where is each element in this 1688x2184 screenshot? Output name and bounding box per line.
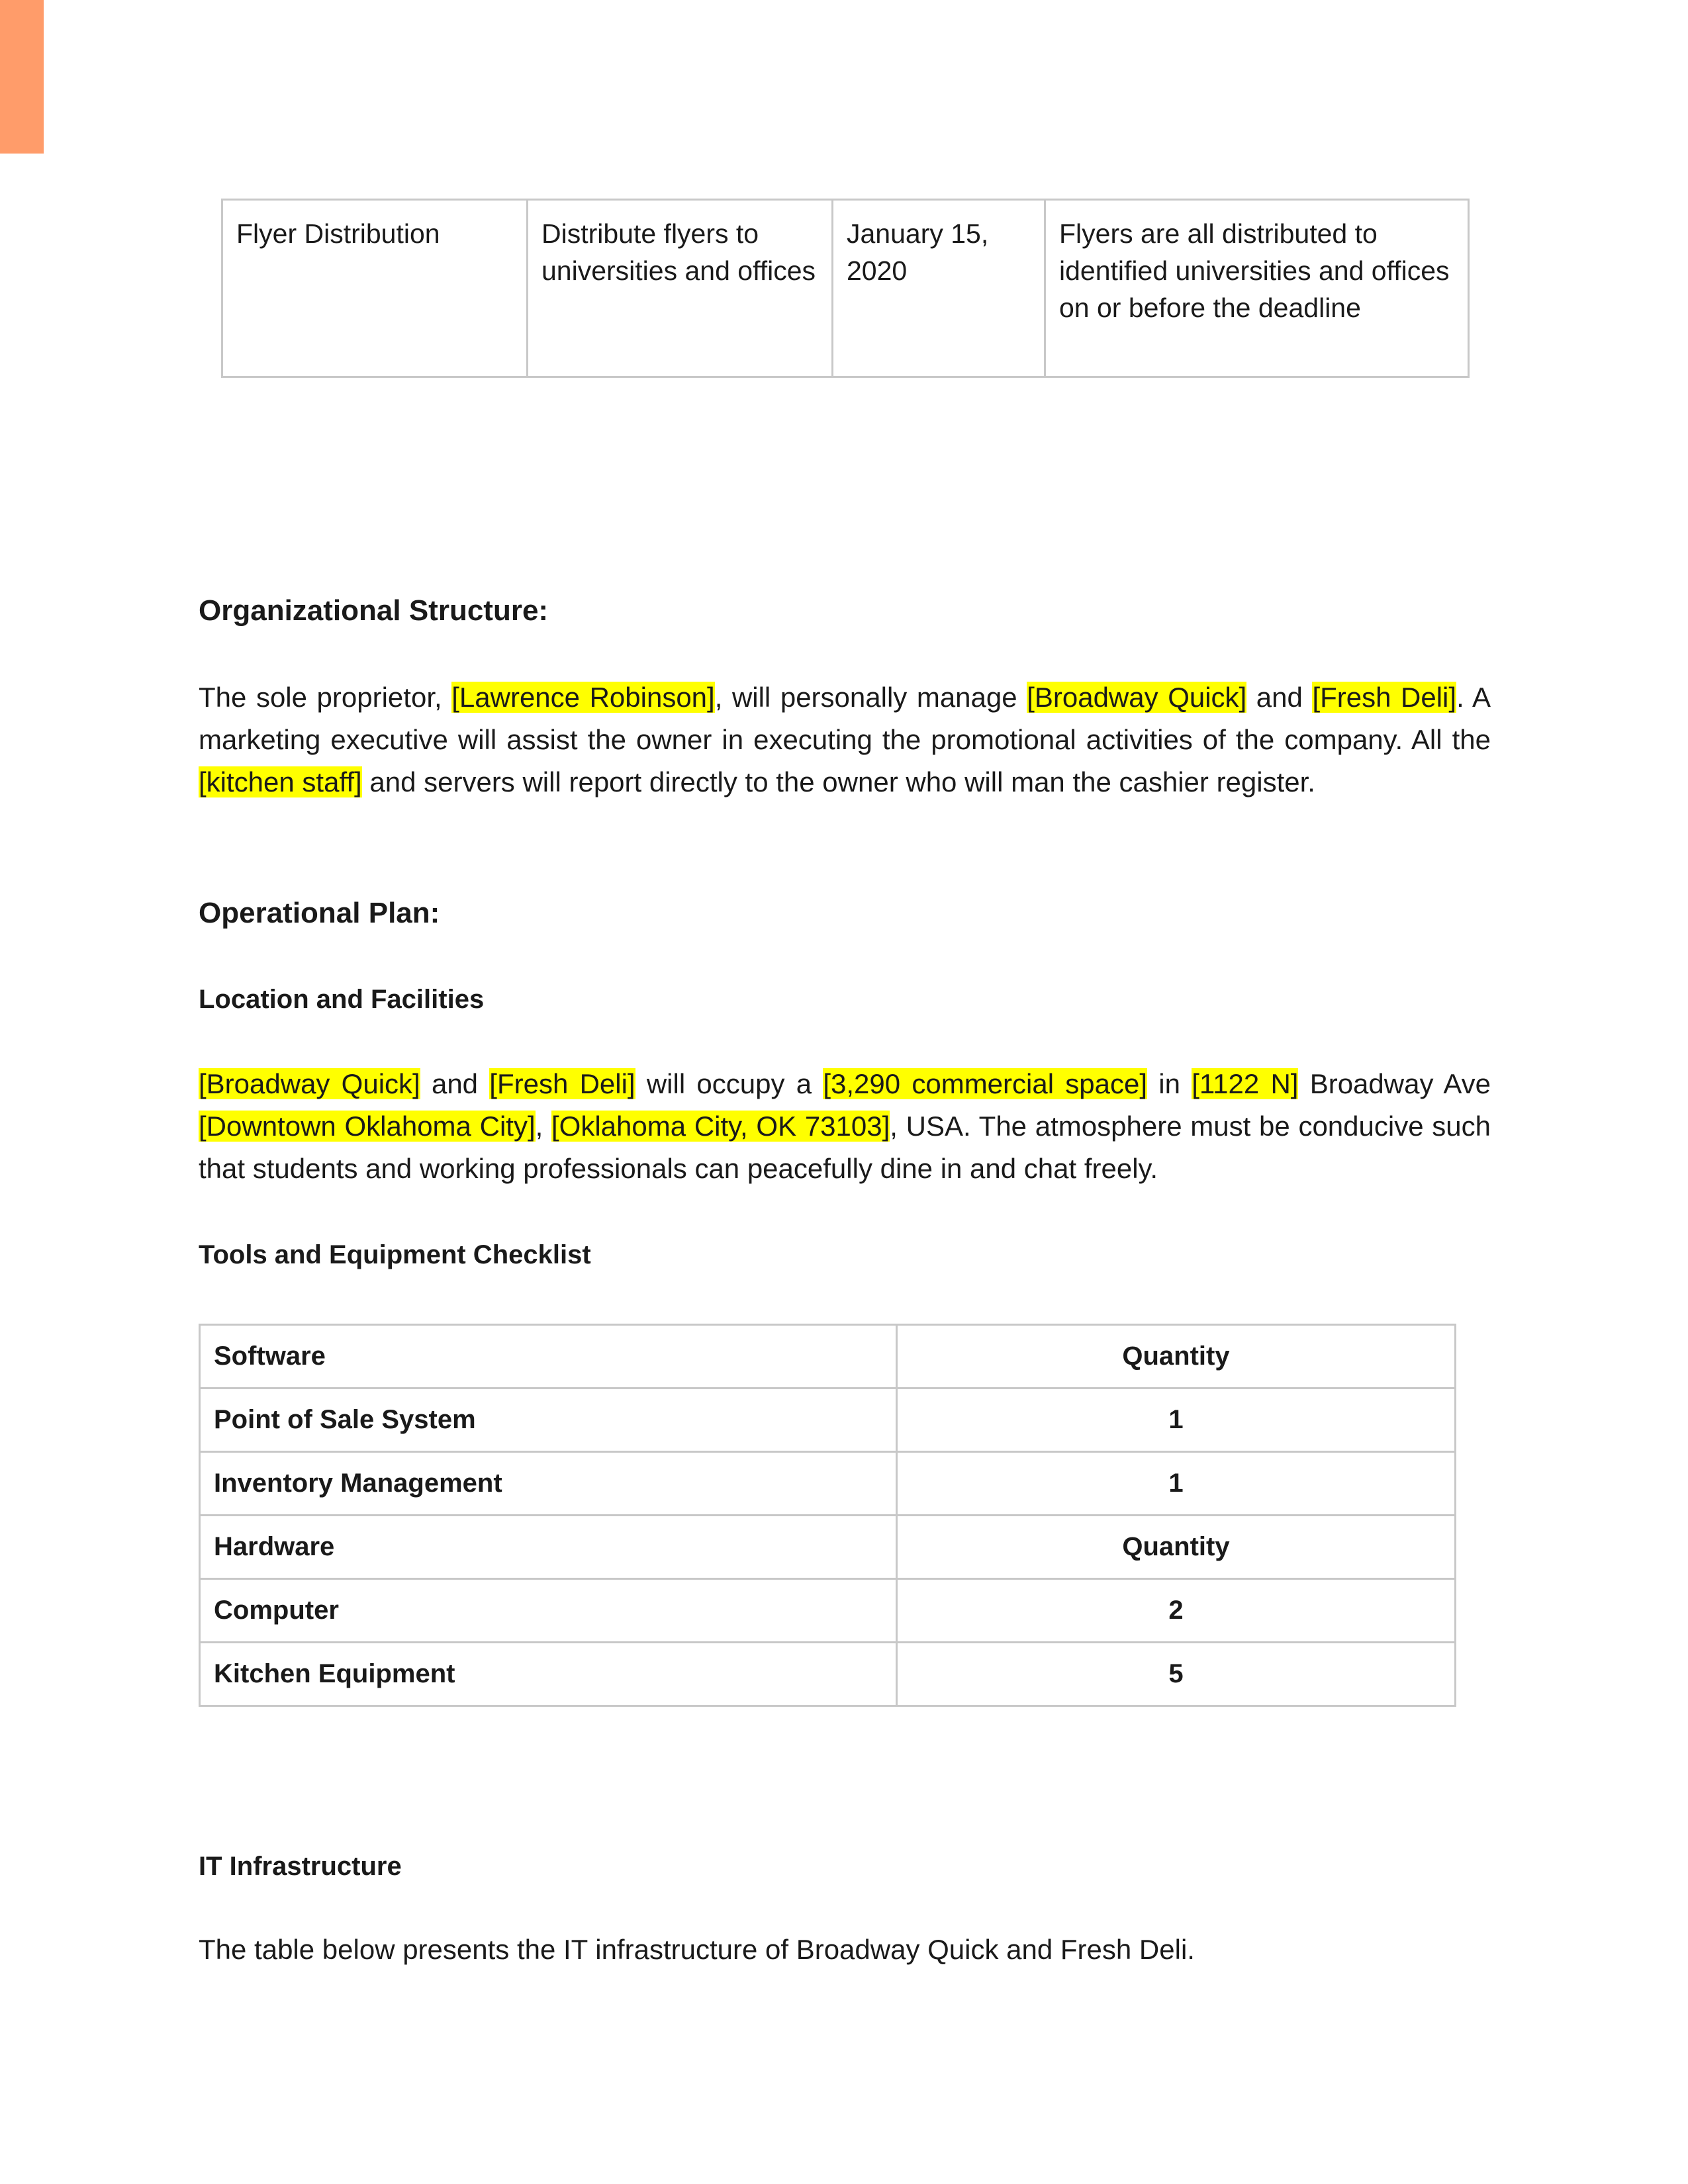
text-span: in — [1147, 1068, 1192, 1099]
table-row — [200, 1516, 1456, 1579]
operational-plan-heading: Operational Plan: — [199, 897, 440, 929]
street-number-placeholder: [1122 N] — [1192, 1068, 1299, 1099]
text-span: will occupy a — [635, 1068, 823, 1099]
table-row — [200, 1388, 1456, 1452]
item-name-cell: Inventory Management — [200, 1452, 897, 1516]
table-row — [222, 200, 1469, 377]
city-placeholder: [Oklahoma City, OK 73103] — [551, 1111, 890, 1142]
quantity-cell: 1 — [897, 1452, 1456, 1516]
success-criteria-cell: Flyers are all distributed to identified universities and offices on or before the deadline — [1045, 200, 1469, 377]
org-structure-paragraph — [199, 676, 1491, 803]
text-span: , USA. The atmosphere must be conducive such that students and working professionals can peacefully dine in and chat freely. — [199, 1111, 1491, 1184]
table-row — [200, 1643, 1456, 1706]
owner-placeholder: [Lawrence Robinson] — [451, 682, 715, 713]
item-name-cell: Kitchen Equipment — [200, 1643, 897, 1706]
staff-placeholder: [kitchen staff] — [199, 766, 362, 797]
table-row — [200, 1452, 1456, 1516]
table-row — [200, 1579, 1456, 1643]
item-name-cell: Computer — [200, 1579, 897, 1643]
business-name-placeholder: [Fresh Deli] — [489, 1068, 635, 1099]
quantity-cell: 2 — [897, 1579, 1456, 1643]
text-span: and — [1246, 682, 1313, 713]
item-name-cell: Point of Sale System — [200, 1388, 897, 1452]
tools-equipment-heading: Tools and Equipment Checklist — [199, 1240, 591, 1269]
text-span: . A marketing executive will assist the owner in executing the promotional activities of the company. All the — [199, 682, 1491, 755]
quantity-cell: Quantity — [897, 1325, 1456, 1388]
corner-tab-decoration — [0, 0, 44, 154]
org-structure-heading: Organizational Structure: — [199, 594, 549, 627]
it-infrastructure-heading: IT Infrastructure — [199, 1852, 402, 1881]
business-name-placeholder: [Broadway Quick] — [1027, 682, 1247, 713]
quantity-cell: Quantity — [897, 1516, 1456, 1579]
marketing-activity-table — [221, 199, 1470, 378]
business-name-placeholder: [Fresh Deli] — [1312, 682, 1457, 713]
quantity-cell: 5 — [897, 1643, 1456, 1706]
text-span: and servers will report directly to the owner who will man the cashier register. — [361, 766, 1315, 797]
quantity-cell: 1 — [897, 1388, 1456, 1452]
item-name-cell: Hardware — [200, 1516, 897, 1579]
district-placeholder: [Downtown Oklahoma City] — [199, 1111, 536, 1142]
text-span: The sole proprietor, — [199, 682, 452, 713]
location-paragraph — [199, 1063, 1491, 1190]
location-facilities-heading: Location and Facilities — [199, 985, 485, 1014]
table-row — [200, 1325, 1456, 1388]
item-name-cell: Software — [200, 1325, 897, 1388]
space-placeholder: [3,290 commercial space] — [823, 1068, 1148, 1099]
text-span: Broadway Ave — [1298, 1068, 1491, 1099]
equipment-checklist-table — [199, 1324, 1456, 1707]
text-span: and — [420, 1068, 490, 1099]
deadline-cell: January 15, 2020 — [833, 200, 1045, 377]
it-infrastructure-paragraph: The table below presents the IT infrastructure of Broadway Quick and Fresh Deli. — [199, 1934, 1195, 1965]
text-span: , — [535, 1111, 552, 1142]
activity-cell: Flyer Distribution — [222, 200, 528, 377]
business-name-placeholder: [Broadway Quick] — [199, 1068, 420, 1099]
text-span: , will personally manage — [714, 682, 1027, 713]
description-cell: Distribute flyers to universities and offices — [528, 200, 833, 377]
